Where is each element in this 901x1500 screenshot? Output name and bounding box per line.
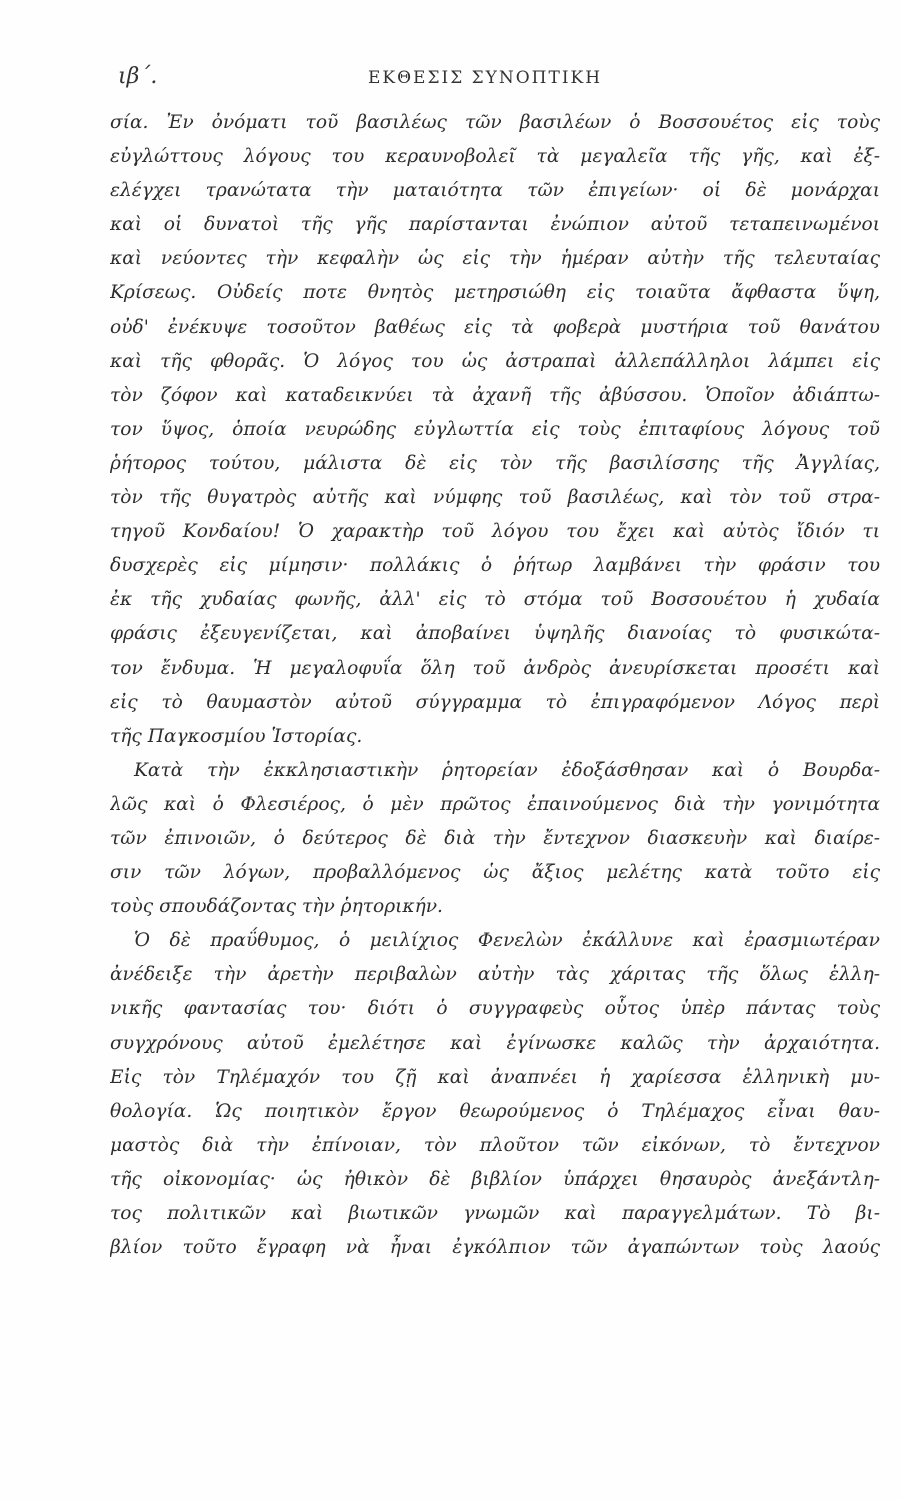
text-line: οὐδ' ἐνέκυψε τοσοῦτον βαθέως εἰς τὰ φοβερὰ μυστήρια τοῦ θανάτου	[110, 316, 880, 338]
text-line: νικῆς φαντασίας του· διότι ὁ συγγραφεὺς οὗτος ὑπὲρ πάντας τοὺς	[110, 998, 880, 1020]
text-line: τὸν τῆς θυγατρὸς αὐτῆς καὶ νύμφης τοῦ βασιλέως, καὶ τὸν τοῦ στρα-	[110, 487, 880, 509]
page-number: ιβ΄.	[118, 64, 158, 89]
text-line: Κατὰ τὴν ἐκκλησιαστικὴν ῥητορείαν ἐδοξάσθησαν καὶ ὁ Βουρδα-	[134, 759, 880, 781]
text-line: τος πολιτικῶν καὶ βιωτικῶν γνωμῶν καὶ παραγγελμάτων. Τὸ βι-	[110, 1203, 880, 1224]
text-line: συγχρόνους αὐτοῦ ἐμελέτησε καὶ ἐγίνωσκε καλῶς τὴν ἀρχαιότητα.	[110, 1032, 880, 1054]
page-header	[118, 64, 861, 98]
text-line: ἐκ τῆς χυδαίας φωνῆς, ἀλλ' εἰς τὸ στόμα τοῦ Βοσσουέτου ἡ χυδαία	[110, 589, 880, 611]
text-line: τοὺς σπουδάζοντας τὴν ῥητορικήν.	[110, 896, 443, 918]
text-line: καὶ οἱ δυνατοὶ τῆς γῆς παρίστανται ἐνώπιον αὐτοῦ τεταπεινωμένοι	[110, 214, 880, 236]
text-line: Κρίσεως. Οὐδείς ποτε θνητὸς μετηρσιώθη εἰς τοιαῦτα ἄφθαστα ὕψη,	[110, 282, 880, 304]
text-line: σιν τῶν λόγων, προβαλλόμενος ὡς ἄξιος μελέτης κατὰ τοῦτο εἰς	[110, 862, 880, 884]
text-line: τον ἔνδυμα. Ἡ μεγαλοφυΐα ὅλη τοῦ ἀνδρὸς ἀνευρίσκεται προσέτι καὶ	[110, 657, 880, 679]
body-text	[110, 106, 880, 1265]
text-line: βλίον τοῦτο ἔγραφη νὰ ἦναι ἐγκόλπιον τῶν ἀγαπώντων τοὺς λαούς	[110, 1237, 880, 1259]
text-line: τῆς οἰκονομίας· ὡς ἠθικὸν δὲ βιβλίον ὑπάρχει θησαυρὸς ἀνεξάντλη-	[110, 1168, 880, 1190]
text-line: δυσχερὲς εἰς μίμησιν· πολλάκις ὁ ῥήτωρ λαμβάνει τὴν φράσιν του	[110, 555, 880, 577]
text-line: εἰς τὸ θαυμαστὸν αὐτοῦ σύγγραμμα τὸ ἐπιγραφόμενον Λόγος περὶ	[110, 691, 880, 713]
text-line: τηγοῦ Κονδαίου! Ὁ χαρακτὴρ τοῦ λόγου του ἔχει καὶ αὐτὸς ἴδιόν τι	[110, 521, 880, 543]
text-line: λῶς καὶ ὁ Φλεσιέρος, ὁ μὲν πρῶτος ἐπαινούμενος διὰ τὴν γονιμότητα	[110, 793, 880, 815]
text-line: τῶν ἐπινοιῶν, ὁ δεύτερος δὲ διὰ τὴν ἔντεχνον διασκευὴν καὶ διαίρε-	[110, 827, 880, 849]
text-line: σία. Ἐν ὀνόματι τοῦ βασιλέως τῶν βασιλέων ὁ Βοσσουέτος εἰς τοὺς	[110, 112, 880, 133]
text-line: τῆς Παγκοσμίου Ἱστορίας.	[110, 725, 363, 747]
text-line: Εἰς τὸν Τηλέμαχόν του ζῇ καὶ ἀναπνέει ἡ χαρίεσσα ἑλληνικὴ μυ-	[110, 1066, 880, 1088]
text-line: μαστὸς διὰ τὴν ἐπίνοιαν, τὸν πλοῦτον τῶν εἰκόνων, τὸ ἔντεχνον	[110, 1134, 880, 1156]
text-line: τὸν ζόφον καὶ καταδεικνύει τὰ ἀχανῆ τῆς ἀβύσσου. Ὁποῖον ἀδιάπτω-	[110, 384, 880, 406]
running-head: ΕΚΘΕΣΙΣ ΣΥΝΟΠΤΙΚΗ	[368, 68, 603, 88]
text-line: θολογία. Ὡς ποιητικὸν ἔργον θεωρούμενος ὁ Τηλέμαχος εἶναι θαυ-	[110, 1100, 880, 1122]
text-line: φράσις ἐξευγενίζεται, καὶ ἀποβαίνει ὑψηλῆς διανοίας τὸ φυσικώτα-	[110, 623, 880, 645]
text-line: τον ὕψος, ὁποία νευρώδης εὐγλωττία εἰς τοὺς ἐπιταφίους λόγους τοῦ	[110, 418, 880, 440]
text-line: εὐγλώττους λόγους του κεραυνοβολεῖ τὰ μεγαλεῖα τῆς γῆς, καὶ ἐξ-	[110, 146, 880, 168]
text-line: καὶ τῆς φθορᾶς. Ὁ λόγος του ὡς ἀστραπαὶ ἀλλεπάλληλοι λάμπει εἰς	[110, 350, 880, 372]
text-line: Ὁ δὲ πραΰθυμος, ὁ μειλίχιος Φενελὼν ἐκάλλυνε καὶ ἐρασμιωτέραν	[134, 930, 880, 952]
text-line: ελέγχει τρανώτατα τὴν ματαιότητα τῶν ἐπιγείων· οἱ δὲ μονάρχαι	[110, 180, 880, 202]
text-line: καὶ νεύοντες τὴν κεφαλὴν ὡς εἰς τὴν ἡμέραν αὐτὴν τῆς τελευταίας	[110, 248, 880, 270]
text-line: ἀνέδειξε τὴν ἀρετὴν περιβαλὼν αὐτὴν τὰς χάριτας τῆς ὅλως ἑλλη-	[110, 964, 880, 986]
text-line: ῥήτορος τούτου, μάλιστα δὲ εἰς τὸν τῆς βασιλίσσης τῆς Ἀγγλίας,	[110, 452, 880, 474]
